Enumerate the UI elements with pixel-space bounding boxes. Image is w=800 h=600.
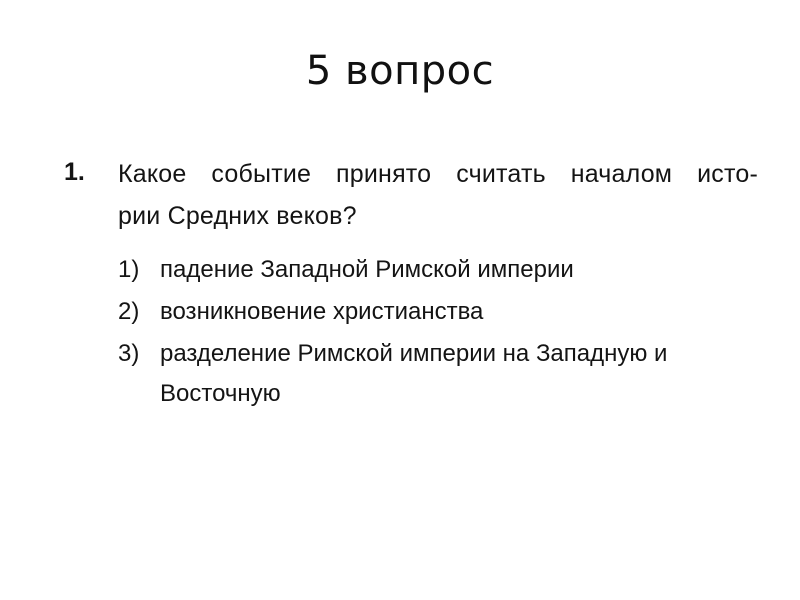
answer-option-number: 2) (118, 298, 140, 325)
question-text-line-2: рии Средних веков? (118, 202, 357, 230)
answer-option-2 (118, 298, 483, 326)
answer-option-number: 1) (118, 256, 140, 283)
answer-option-3-continuation: Восточную (160, 380, 281, 407)
answer-option-number: 3) (118, 340, 140, 367)
answer-option-text: падение Западной Римской империи (160, 256, 574, 283)
answer-option-text: разделение Римской империи на Западную и (160, 340, 668, 367)
question-number: 1. (64, 158, 85, 186)
answer-option-text: возникновение христианства (160, 298, 484, 325)
answer-option-3 (118, 340, 667, 368)
question-text-line-1: Какое событие принято считать началом исто- (118, 160, 758, 188)
answer-option-1 (118, 256, 574, 284)
slide-title: 5 вопрос (305, 48, 495, 94)
